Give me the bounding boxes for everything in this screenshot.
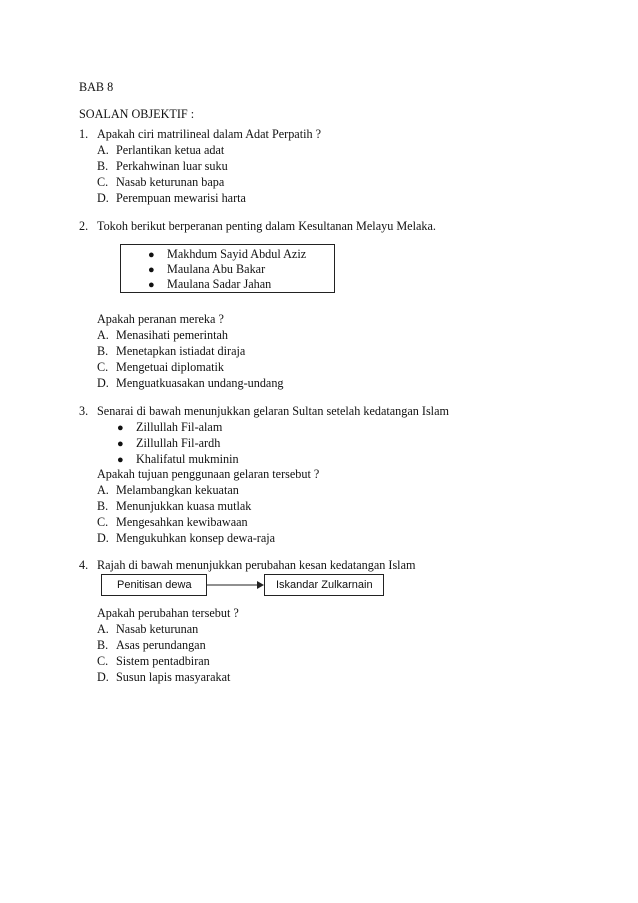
title-item: Zillullah Fil-ardh — [136, 436, 221, 450]
option-text: Melambangkan kekuatan — [116, 483, 239, 497]
title-item: Zillullah Fil-alam — [136, 420, 223, 434]
option-letter: C. — [97, 175, 109, 189]
bullet-icon: ● — [117, 438, 124, 450]
box-item: Maulana Abu Bakar — [167, 262, 266, 276]
option-letter: D. — [97, 531, 109, 545]
bullet-icon: ● — [148, 264, 155, 276]
option-letter: C. — [97, 515, 109, 529]
bullet-icon: ● — [117, 454, 124, 466]
option-letter: D. — [97, 191, 109, 205]
option-letter: C. — [97, 654, 109, 668]
option-text: Mengukuhkan konsep dewa-raja — [116, 531, 276, 545]
question-number: 3. — [79, 404, 89, 418]
arrow-icon — [207, 578, 265, 592]
option-letter: A. — [97, 143, 109, 157]
option-letter: D. — [97, 376, 109, 390]
flow-box-to: Iskandar Zulkarnain — [264, 574, 384, 596]
option-text: Susun lapis masyarakat — [116, 670, 231, 684]
flow-box-from: Penitisan dewa — [101, 574, 207, 596]
question-number: 4. — [79, 558, 89, 572]
question-number: 2. — [79, 219, 89, 233]
box-item: Makhdum Sayid Abdul Aziz — [167, 247, 307, 261]
question-text: Senarai di bawah menunjukkan gelaran Sultan setelah kedatangan Islam — [97, 404, 449, 418]
box-item: Maulana Sadar Jahan — [167, 277, 272, 291]
option-text: Mengesahkan kewibawaan — [116, 515, 248, 529]
option-text: Menunjukkan kuasa mutlak — [116, 499, 252, 513]
option-text: Mengetuai diplomatik — [116, 360, 224, 374]
option-text: Asas perundangan — [116, 638, 206, 652]
question-text: Apakah ciri matrilineal dalam Adat Perpatih ? — [97, 127, 322, 141]
option-text: Perkahwinan luar suku — [116, 159, 228, 173]
option-text: Nasab keturunan bapa — [116, 175, 225, 189]
question-text: Tokoh berikut berperanan penting dalam Kesultanan Melayu Melaka. — [97, 219, 436, 233]
option-letter: A. — [97, 328, 109, 342]
question-number: 1. — [79, 127, 89, 141]
option-text: Perempuan mewarisi harta — [116, 191, 246, 205]
option-text: Perlantikan ketua adat — [116, 143, 225, 157]
option-letter: D. — [97, 670, 109, 684]
figures-box — [120, 244, 335, 293]
option-text: Nasab keturunan — [116, 622, 199, 636]
option-letter: B. — [97, 344, 109, 358]
option-letter: A. — [97, 483, 109, 497]
bullet-icon: ● — [148, 279, 155, 291]
option-letter: B. — [97, 159, 109, 173]
question-prompt: Apakah peranan mereka ? — [97, 312, 224, 326]
bullet-icon: ● — [148, 249, 155, 261]
chapter-heading: BAB 8 — [79, 80, 114, 94]
option-letter: C. — [97, 360, 109, 374]
option-text: Menasihati pemerintah — [116, 328, 229, 342]
option-text: Sistem pentadbiran — [116, 654, 210, 668]
section-heading: SOALAN OBJEKTIF : — [79, 107, 195, 121]
option-letter: A. — [97, 622, 109, 636]
question-prompt: Apakah perubahan tersebut ? — [97, 606, 239, 620]
question-prompt: Apakah tujuan penggunaan gelaran tersebut ? — [97, 467, 320, 481]
option-text: Menguatkuasakan undang-undang — [116, 376, 284, 390]
option-letter: B. — [97, 638, 109, 652]
option-text: Menetapkan istiadat diraja — [116, 344, 246, 358]
option-letter: B. — [97, 499, 109, 513]
bullet-icon: ● — [117, 422, 124, 434]
title-item: Khalifatul mukminin — [136, 452, 239, 466]
question-text: Rajah di bawah menunjukkan perubahan kesan kedatangan Islam — [97, 558, 416, 572]
